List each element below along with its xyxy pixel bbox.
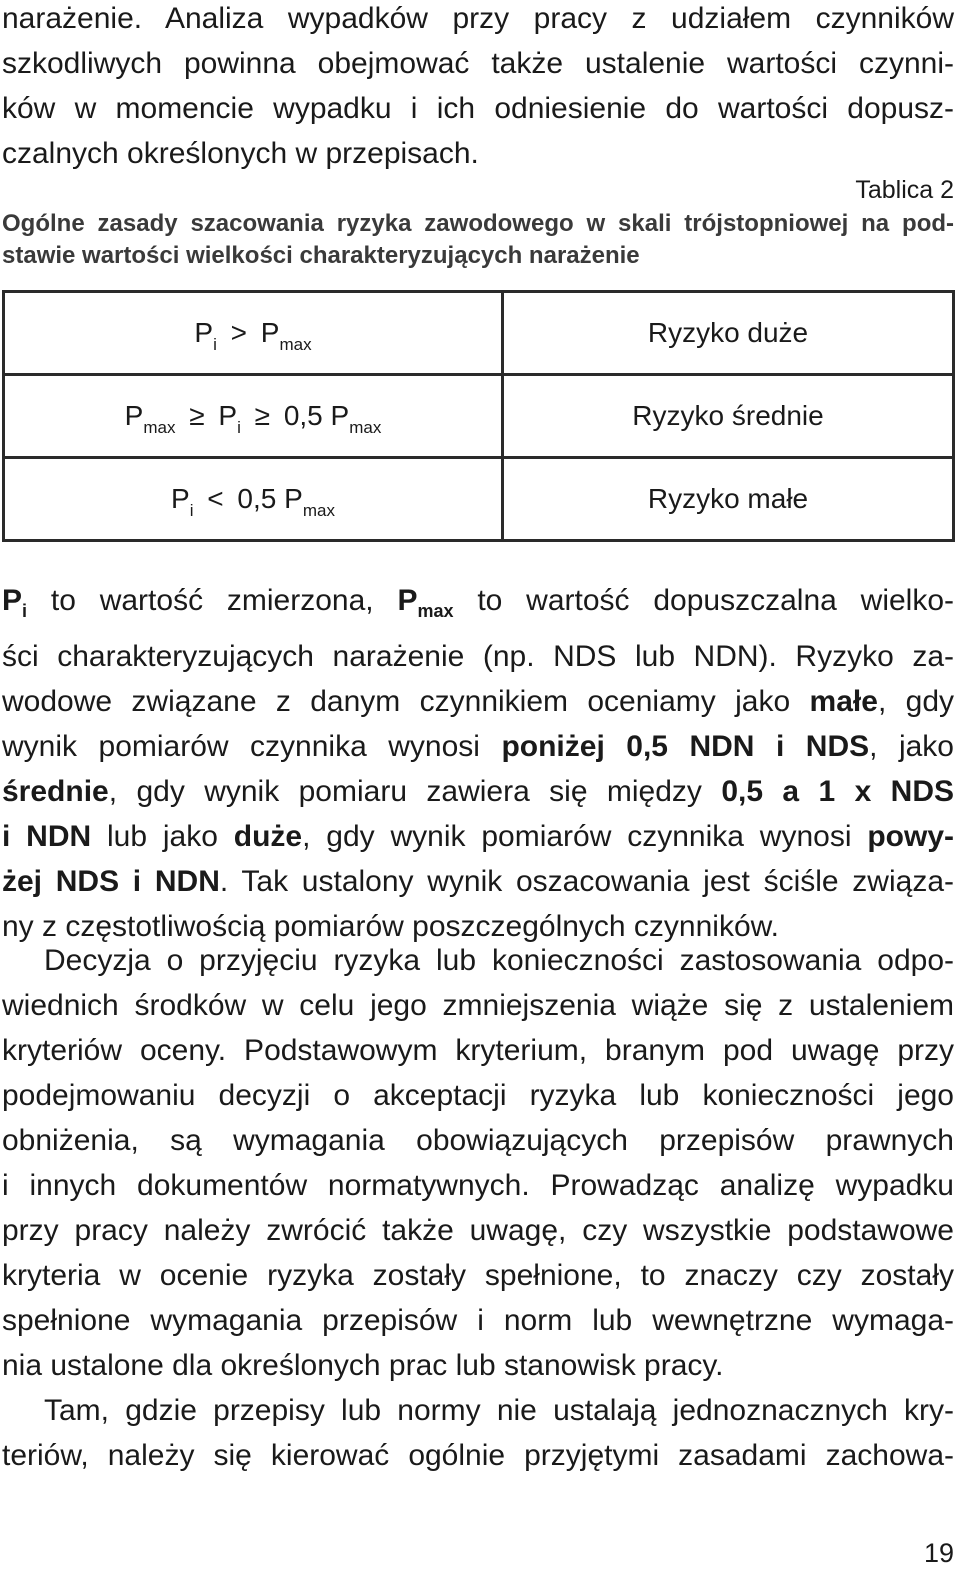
text-line: podejmowaniu decyzji o akceptacji ryzyka lub konieczności jego — [2, 1079, 954, 1112]
risk-high: Ryzyko duże — [503, 292, 954, 375]
decision-paragraph — [2, 938, 954, 1388]
closing-paragraph — [2, 1388, 954, 1478]
table-title — [2, 208, 954, 272]
text-line: średnie, gdy wynik pomiaru zawiera się między 0,5 a 1 x NDS — [2, 775, 954, 808]
risk-medium: Ryzyko średnie — [503, 375, 954, 458]
text-line: ści charakteryzujących narażenie (np. NDS lub NDN). Ryzyko za- — [2, 640, 954, 673]
explanation-paragraph — [2, 578, 954, 949]
text-line: i NDN lub jako duże, gdy wynik pomiarów czynnika wynosi powy- — [2, 820, 954, 853]
risk-assessment-table — [2, 290, 955, 542]
table-row — [4, 375, 954, 458]
text-line: ków w momencie wypadku i ich odniesienie do wartości dopusz- — [2, 92, 954, 125]
condition-medium: $P_{max} \ge P_i \ge 0,5$ $P_{max}$ — [4, 375, 503, 458]
text-line: szkodliwych powinna obejmować także ustalenie wartości czynni- — [2, 47, 954, 80]
intro-paragraph — [2, 0, 954, 176]
table-title-line: Ogólne zasady szacowania ryzyka zawodowego w skali trójstopniowej na pod- — [2, 210, 954, 237]
text-line: żej NDS i NDN. Tak ustalony wynik oszacowania jest ściśle związa- — [2, 865, 954, 898]
page-number: 19 — [923, 1538, 954, 1568]
table-caption: Tablica 2 — [855, 176, 954, 204]
text-line: przy pracy należy zwrócić także uwagę, czy wszystkie podstawowe — [2, 1214, 954, 1247]
condition-high: $P_i > P_{max}$ — [4, 292, 503, 375]
risk-low: Ryzyko małe — [503, 458, 954, 541]
text-line: kryteriów oceny. Podstawowym kryterium, branym pod uwagę przy — [2, 1034, 954, 1067]
text-line: Decyzja o przyjęciu ryzyka lub konieczności zastosowania odpo- — [44, 944, 954, 977]
text-line: wodowe związane z danym czynnikiem oceniamy jako małe, gdy — [2, 685, 955, 718]
text-line: nia ustalone dla określonych prac lub stanowisk pracy. — [2, 1349, 724, 1382]
condition-low: $P_i < 0,5$ $P_{max}$ — [4, 458, 503, 541]
text-line: obniżenia, są wymagania obowiązujących przepisów prawnych — [2, 1124, 954, 1157]
table-title-line: stawie wartości wielkości charakteryzujących narażenie — [2, 242, 640, 269]
text-line: Tam, gdzie przepisy lub normy nie ustalają jednoznacznych kry- — [44, 1394, 954, 1427]
table-row — [4, 292, 954, 375]
text-line: i innych dokumentów normatywnych. Prowadząc analizę wypadku — [2, 1169, 954, 1202]
text-line: czalnych określonych w przepisach. — [2, 137, 479, 170]
table-row — [4, 458, 954, 541]
text-line: $P_i$ to wartość zmierzona, $P_{max}$ to wartość dopuszczalna wielko- — [2, 584, 955, 621]
text-line: ny z częstotliwością pomiarów poszczególnych czynników. — [2, 910, 779, 943]
text-line: wynik pomiarów czynnika wynosi poniżej 0,5 NDN i NDS, jako — [2, 730, 954, 763]
text-line: teriów, należy się kierować ogólnie przyjętymi zasadami zachowa- — [2, 1439, 954, 1472]
text-line: wiednich środków w celu jego zmniejszenia wiąże się z ustaleniem — [2, 989, 954, 1022]
text-line: kryteria w ocenie ryzyka zostały spełnione, to znaczy czy zostały — [2, 1259, 954, 1292]
text-line: spełnione wymagania przepisów i norm lub wewnętrzne wymaga- — [2, 1304, 954, 1337]
text-line: narażenie. Analiza wypadków przy pracy z udziałem czynników — [2, 2, 954, 35]
